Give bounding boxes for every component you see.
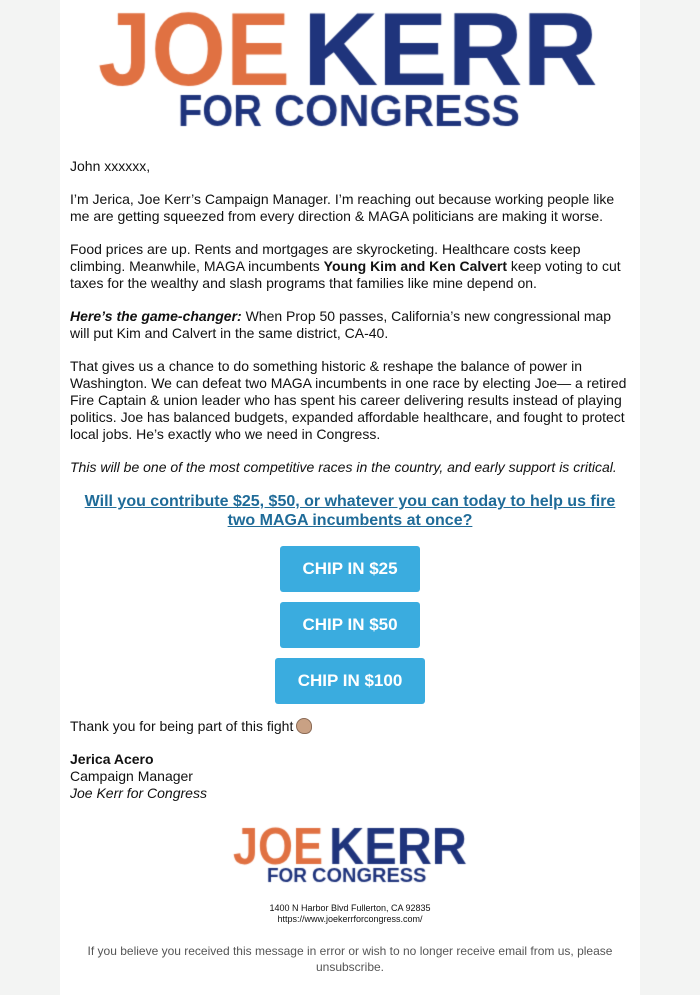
greeting: John xxxxxx, <box>70 158 151 174</box>
unsubscribe-notice[interactable]: If you believe you received this message in error or wish to no longer receive email from us, please unsubscribe. <box>87 944 613 974</box>
bold-names: Young Kim and Ken Calvert <box>323 258 507 274</box>
signer-title: Campaign Manager <box>70 768 193 784</box>
paragraph-costs <box>70 241 630 292</box>
footer-address <box>60 903 640 925</box>
campaign-logo <box>60 0 640 140</box>
website-link[interactable]: https://www.joekerrforcongress.com/ <box>277 914 423 924</box>
paragraph-game-changer <box>70 308 630 342</box>
paragraph-competitive <box>70 459 630 476</box>
text: Food prices are up. Rents and mortgages are skyrocketing. Healthcare costs keep climbing. Meanwhile, MAGA incumbents <box>70 241 581 274</box>
footer-logo <box>230 822 470 886</box>
contribute-link[interactable]: Will you contribute $25, $50, or whatever you can today to help us fire two MAGA incumbents at once? <box>84 493 616 529</box>
chip-in-100-button[interactable]: CHIP IN $100 <box>275 658 425 704</box>
text: This will be one of the most competitive races in the country, and early support is critical. <box>70 459 617 475</box>
signature <box>70 751 630 802</box>
address: 1400 N Harbor Blvd Fullerton, CA 92835 <box>269 903 431 913</box>
flexed-biceps-icon <box>296 718 312 734</box>
signer-org: Joe Kerr for Congress <box>70 785 207 801</box>
text: Thank you for being part of this fight <box>70 718 294 734</box>
signer-name: Jerica Acero <box>70 751 154 767</box>
email-body <box>60 0 640 995</box>
paragraph-intro: I’m Jerica, Joe Kerr’s Campaign Manager. I’m reaching out because working people like me are getting squeezed from every direction & MAGA politicians are making it worse. <box>70 191 615 224</box>
text: When Prop 50 passes, California’s new congressional map will put Kim and Calvert in the same district, CA-40. <box>70 308 612 341</box>
chip-in-50-button[interactable]: CHIP IN $50 <box>280 602 420 648</box>
thanks-line <box>70 718 630 735</box>
game-changer-label: Here’s the game-changer: <box>70 308 242 324</box>
paragraph-opportunity: That gives us a chance to do something historic & reshape the balance of power in Washington. We can defeat two MAGA incumbents in one race by electing Joe— a retired Fire Captain & union leader who has spent his career delivering results instead of playing politics. Joe has balanced budgets, expanded affordable healthcare, and fought to protect local jobs. He’s exactly who we need in Congress. <box>70 358 627 442</box>
chip-in-25-button[interactable]: CHIP IN $25 <box>280 546 420 592</box>
text: keep voting to cut taxes for the wealthy and slash programs that families like mine depend on. <box>70 258 621 291</box>
